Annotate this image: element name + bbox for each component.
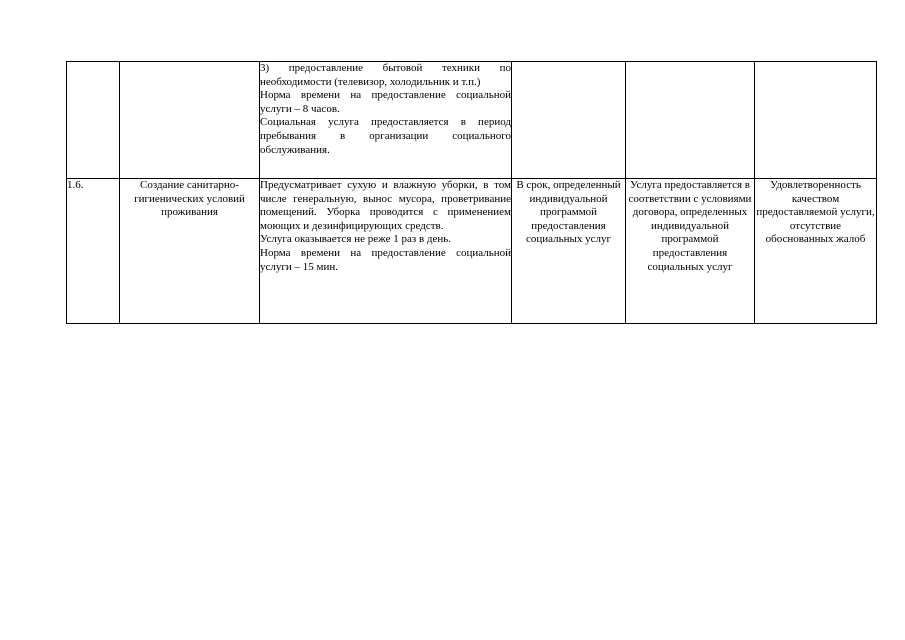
description-paragraph: 3) предоставление бытовой техники по необходимости (телевизор, холодильник и т.п.) [260,62,511,88]
services-table [66,61,877,324]
service-term-cell: В срок, определенный индивидуальной программой предоставления социальных услуг [512,179,626,324]
service-conditions-cell [626,62,755,179]
description-paragraph: Социальная услуга предоставляется в период пребывания в организации социального обслуживания. [260,116,511,156]
service-name-cell: Создание санитарно-гигиенических условий проживания [120,179,260,324]
service-name-cell [120,62,260,179]
row-number-cell [67,62,120,179]
description-paragraph: Предусматривает сухую и влажную уборки, в том числе генеральную, вынос мусора, проветривание помещений. Уборка проводится с применением моющих и дезинфицирующих средств. [260,179,511,232]
service-term-cell [512,62,626,179]
service-description-cell [260,179,512,324]
quality-indicators-cell: Удовлетворенность качеством предоставляемой услуги, отсутствие обоснованных жалоб [755,179,877,324]
quality-indicators-cell [755,62,877,179]
table-row [67,62,877,179]
service-conditions-cell: Услуга предоставляется в соответствии с условиями договора, определенных индивидуальной программой предоставления социальных услуг [626,179,755,324]
description-paragraph: Норма времени на предоставление социальной услуги – 8 часов. [260,89,511,115]
table-row [67,179,877,324]
service-description-cell [260,62,512,179]
description-paragraph: Норма времени на предоставление социальной услуги – 15 мин. [260,246,511,273]
description-paragraph: Услуга оказывается не реже 1 раз в день. [260,233,452,246]
row-number-cell: 1.6. [67,179,120,324]
